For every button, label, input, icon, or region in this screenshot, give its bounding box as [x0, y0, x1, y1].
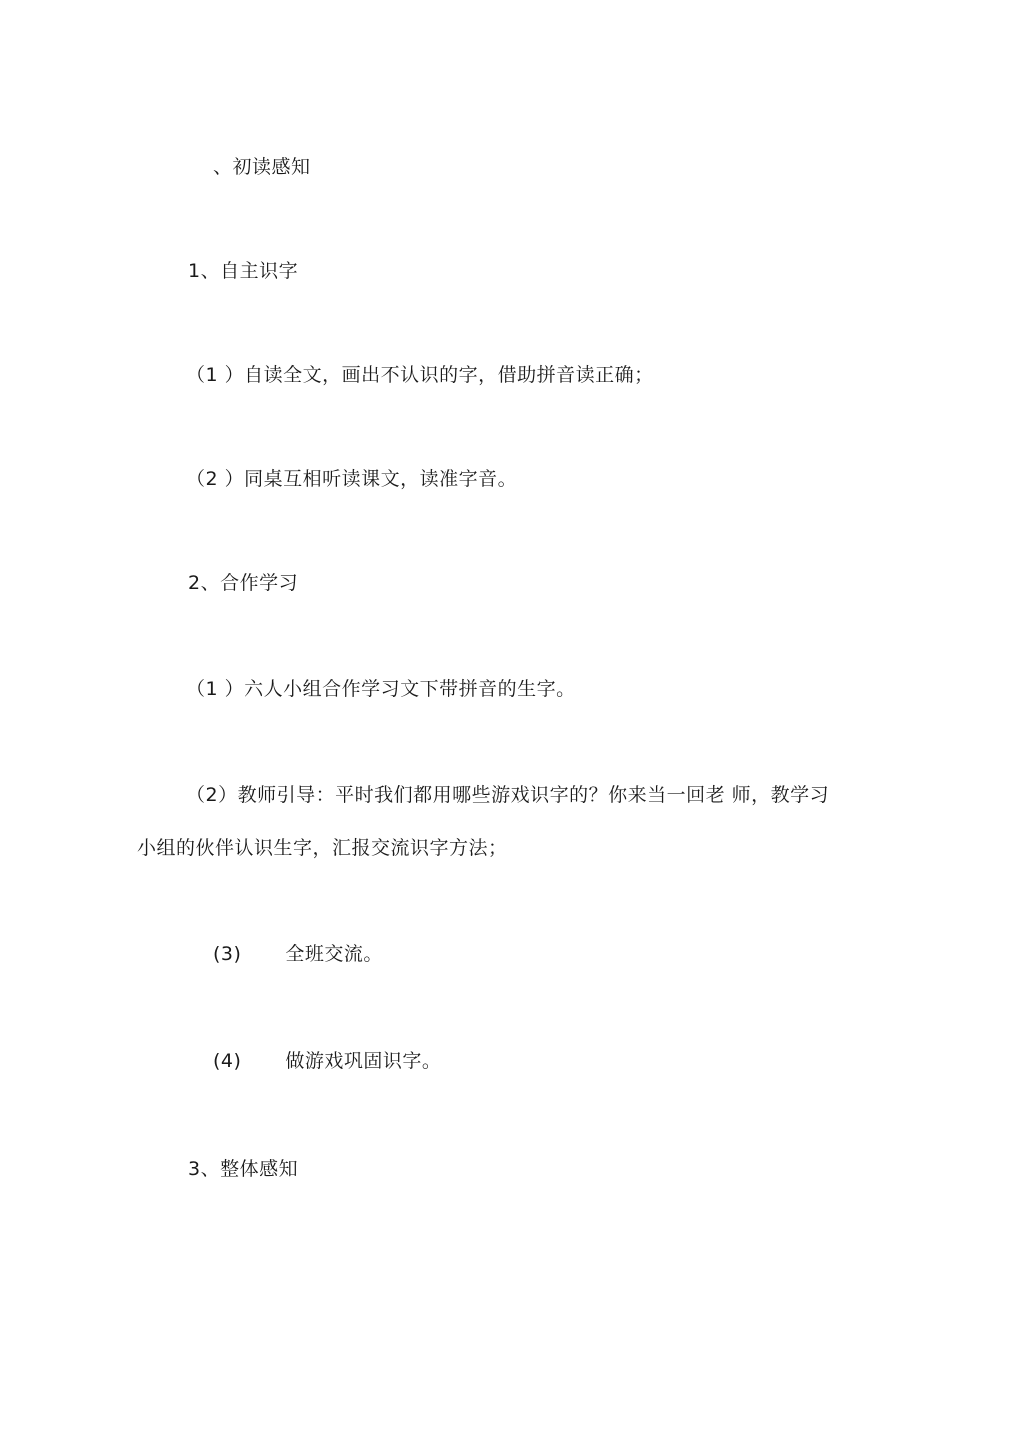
item-2-title: 2、合作学习 [188, 572, 299, 594]
item-2-sub-2-line-1: （2）教师引导：平时我们都用哪些游戏识字的？你来当一回老 师，教学习 [186, 784, 830, 806]
item-2-sub-3-number: (3) [213, 943, 242, 965]
item-2-sub-4 [213, 1049, 441, 1073]
item-2-sub-3-text: 全班交流。 [285, 943, 383, 965]
item-2-sub-4-number: (4) [213, 1050, 242, 1072]
item-2-sub-1: （1 ）六人小组合作学习文下带拼音的生字。 [186, 678, 576, 700]
item-1-sub-2: （2 ）同桌互相听读课文，读准字音。 [186, 468, 518, 490]
item-2-sub-4-text: 做游戏巩固识字。 [285, 1050, 442, 1072]
item-2-sub-2-line-2: 小组的伙伴认识生字，汇报交流识字方法； [137, 837, 508, 859]
item-2-sub-3 [213, 942, 383, 966]
item-1-title: 1、自主识字 [188, 260, 299, 282]
item-1-sub-1: （1 ）自读全文，画出不认识的字，借助拼音读正确； [186, 364, 654, 386]
section-heading: 、初读感知 [213, 156, 311, 178]
item-3-title: 3、整体感知 [188, 1158, 299, 1180]
